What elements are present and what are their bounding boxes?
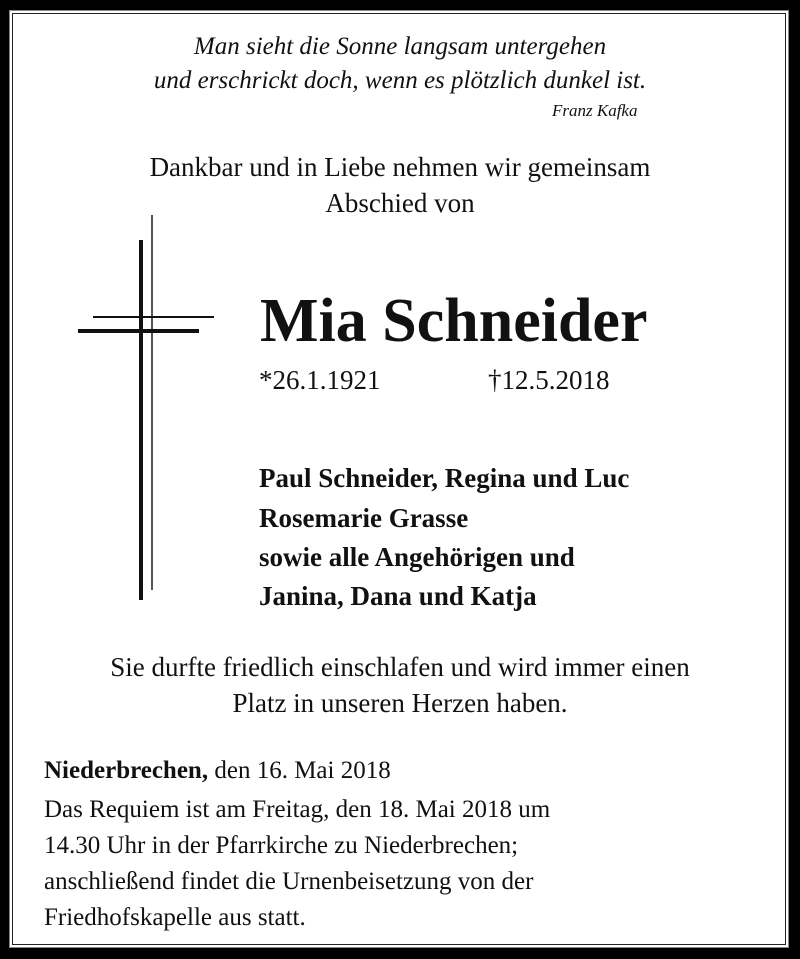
quote-author: Franz Kafka xyxy=(552,101,638,120)
quote-line-1: Man sieht die Sonne langsam untergehen xyxy=(193,33,607,60)
birth-date: *26.1.1921 xyxy=(259,365,381,395)
intro-line-2: Abschied von xyxy=(325,188,475,218)
service-line: anschließend findet die Urnenbeisetzung von der xyxy=(44,868,534,895)
place-town: Niederbrechen, xyxy=(44,757,209,784)
message-line-1: Sie durfte friedlich einschlafen und wird immer einen xyxy=(110,652,690,682)
mourner-line: sowie alle Angehörigen und xyxy=(259,542,575,572)
mourner-line: Rosemarie Grasse xyxy=(259,503,469,533)
notice-date: den 16. Mai 2018 xyxy=(208,757,391,784)
place-date xyxy=(44,757,391,785)
service-line: Das Requiem ist am Freitag, den 18. Mai 2018 um xyxy=(44,796,551,823)
death-date: †12.5.2018 xyxy=(488,365,610,395)
mourner-line: Paul Schneider, Regina und Luc xyxy=(259,463,630,493)
deceased-name: Mia Schneider xyxy=(260,287,648,355)
intro-line-1: Dankbar und in Liebe nehmen wir gemeinsam xyxy=(149,152,651,182)
quote-line-2: und erschrickt doch, wenn es plötzlich dunkel ist. xyxy=(153,67,647,94)
message-line-2: Platz in unseren Herzen haben. xyxy=(232,688,568,718)
mourner-line: Janina, Dana und Katja xyxy=(259,581,537,611)
service-line: Friedhofskapelle aus statt. xyxy=(44,904,306,931)
service-line: 14.30 Uhr in der Pfarrkirche zu Niederbrechen; xyxy=(44,832,519,859)
